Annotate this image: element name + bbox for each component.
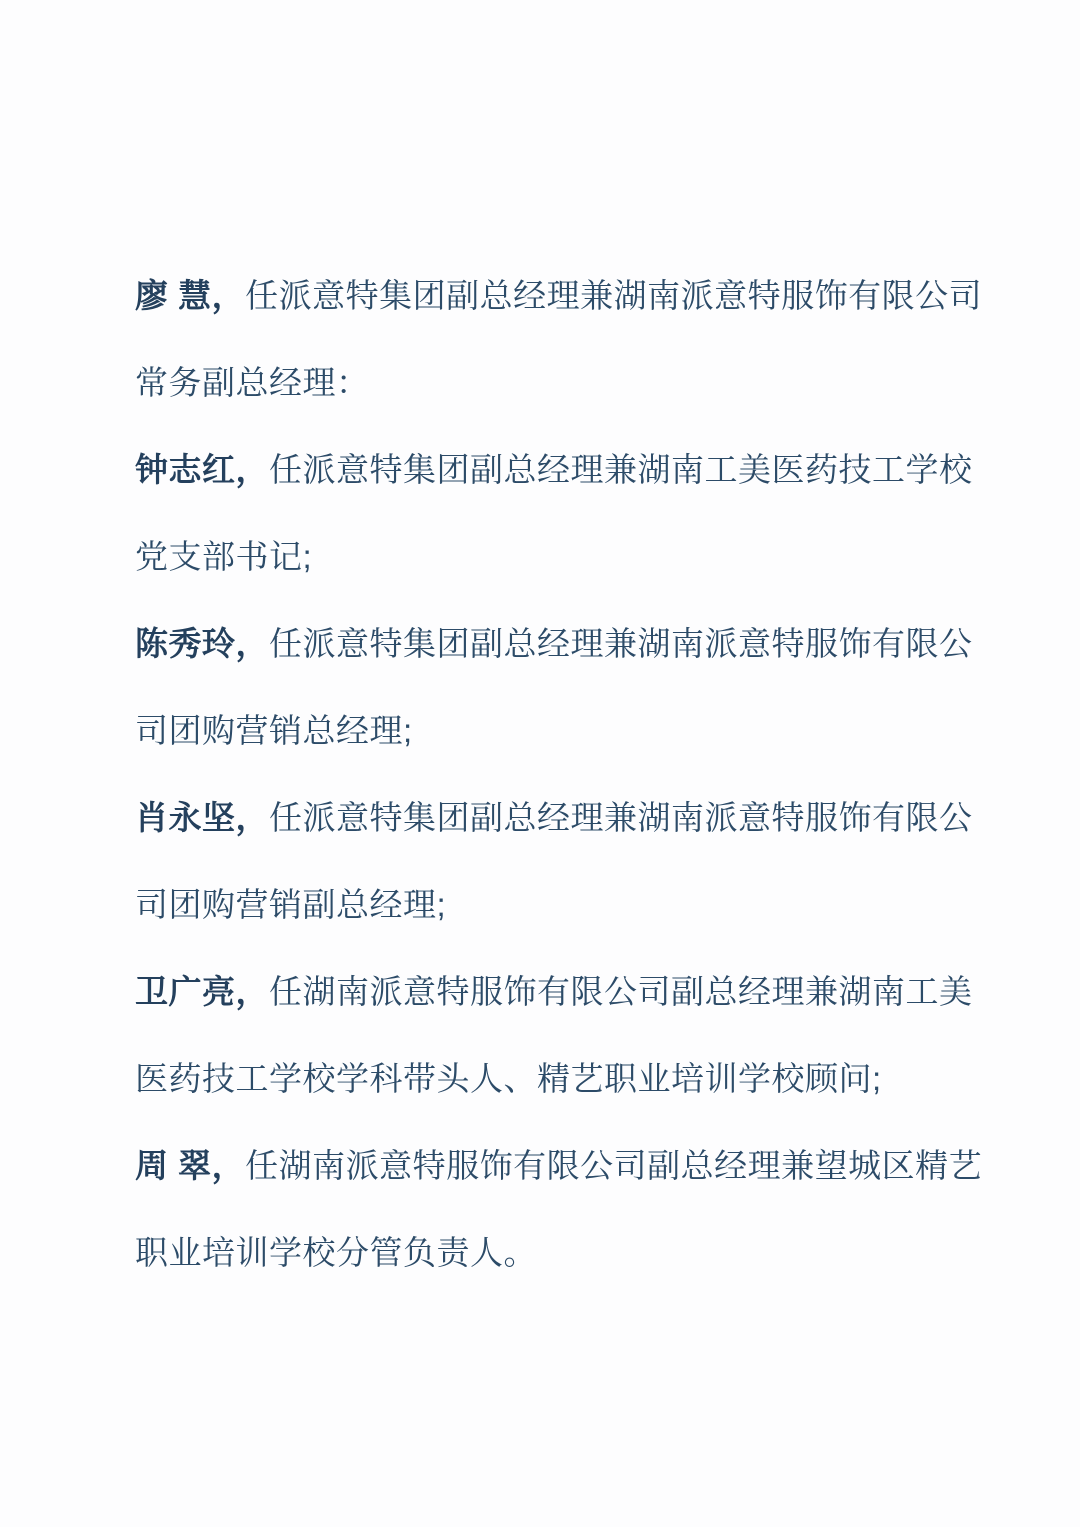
comma: ， xyxy=(235,799,269,836)
appointment-entry xyxy=(135,600,995,774)
appointment-title: 任湖南派意特服饰有限公司副总经理兼湖南工美 xyxy=(269,973,973,1010)
appointment-entry xyxy=(135,948,995,1122)
appointment-title-cont: 党支部书记; xyxy=(135,538,313,575)
appointment-entry xyxy=(135,252,995,426)
appointment-title-cont: 司团购营销副总经理; xyxy=(135,886,447,923)
appointment-title: 任派意特集团副总经理兼湖南派意特服饰有限公 xyxy=(269,625,973,662)
appointment-title: 任湖南派意特服饰有限公司副总经理兼望城区精艺 xyxy=(245,1147,983,1184)
appointment-entry xyxy=(135,1122,995,1296)
person-name: 周 翠 xyxy=(135,1147,212,1184)
person-name: 陈秀玲 xyxy=(135,625,236,662)
person-name: 廖 慧 xyxy=(135,277,212,314)
person-name: 肖永坚 xyxy=(135,799,236,836)
appointment-title: 任派意特集团副总经理兼湖南派意特服饰有限公 xyxy=(269,799,973,836)
comma: ， xyxy=(235,451,269,488)
appointment-title-cont: 司团购营销总经理; xyxy=(135,712,413,749)
person-name: 卫广亮 xyxy=(135,973,236,1010)
appointment-title-cont: 医药技工学校学科带头人、精艺职业培训学校顾问; xyxy=(135,1060,882,1097)
person-name: 钟志红 xyxy=(135,451,236,488)
comma: ， xyxy=(235,973,269,1010)
appointment-title: 任派意特集团副总经理兼湖南派意特服饰有限公司 xyxy=(245,277,983,314)
comma: ， xyxy=(235,625,269,662)
comma: ， xyxy=(211,277,246,314)
appointment-entry xyxy=(135,426,995,600)
comma: ， xyxy=(211,1147,246,1184)
appointment-title-cont: 职业培训学校分管负责人。 xyxy=(135,1234,537,1271)
appointment-text xyxy=(135,252,995,1296)
appointment-title-cont: 常务副总经理： xyxy=(135,364,370,401)
appointment-entry xyxy=(135,774,995,948)
appointment-title: 任派意特集团副总经理兼湖南工美医药技工学校 xyxy=(269,451,973,488)
